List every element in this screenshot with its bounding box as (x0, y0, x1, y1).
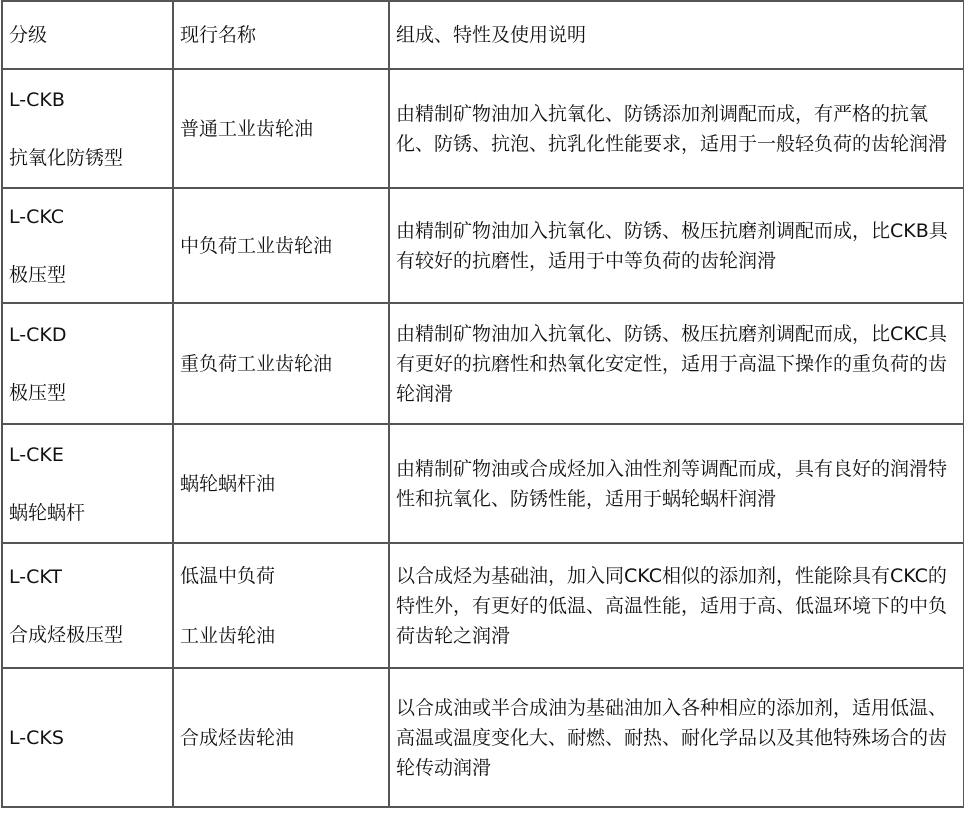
table-header-row (2, 1, 964, 69)
name-cell: 合成烃齿轮油 (173, 668, 389, 807)
desc-cell: 由精制矿物油加入抗氧化、防锈、极压抗磨剂调配而成，比CKB具有较好的抗磨性，适用于中等负荷的齿轮润滑 (389, 188, 964, 303)
name-cell: 普通工业齿轮油 (173, 69, 389, 188)
grade-code: L-CKS (9, 726, 64, 749)
name-cell (173, 543, 389, 668)
gear-oil-table (1, 0, 964, 808)
table-row (2, 188, 964, 303)
name-cell: 重负荷工业齿轮油 (173, 303, 389, 424)
grade-type: 蜗轮蜗杆 (9, 501, 86, 524)
name-cell: 中负荷工业齿轮油 (173, 188, 389, 303)
grade-cell (2, 188, 173, 303)
grade-type: 极压型 (9, 263, 67, 286)
grade-code: L-CKE (9, 443, 64, 466)
grade-code: L-CKB (9, 88, 65, 111)
grade-cell (2, 303, 173, 424)
grade-type: 合成烃极压型 (9, 623, 124, 646)
header-name: 现行名称 (173, 1, 389, 69)
desc-cell: 由精制矿物油加入抗氧化、防锈、极压抗磨剂调配而成，比CKC具有更好的抗磨性和热氧化安定性，适用于高温下操作的重负荷的齿轮润滑 (389, 303, 964, 424)
table-row (2, 668, 964, 807)
grade-code: L-CKT (9, 565, 62, 588)
grade-cell (2, 543, 173, 668)
name-line-2: 工业齿轮油 (180, 624, 276, 647)
grade-type: 抗氧化防锈型 (9, 146, 124, 169)
table-row (2, 69, 964, 188)
table-row (2, 424, 964, 543)
desc-cell: 以合成油或半合成油为基础油加入各种相应的添加剂，适用低温、高温或温度变化大、耐燃、耐热、耐化学品以及其他特殊场合的齿轮传动润滑 (389, 668, 964, 807)
header-grade: 分级 (2, 1, 173, 69)
header-desc: 组成、特性及使用说明 (389, 1, 964, 69)
grade-cell (2, 424, 173, 543)
grade-cell (2, 69, 173, 188)
desc-cell: 以合成烃为基础油，加入同CKC相似的添加剂，性能除具有CKC的特性外，有更好的低温、高温性能，适用于高、低温环境下的中负荷齿轮之润滑 (389, 543, 964, 668)
name-cell: 蜗轮蜗杆油 (173, 424, 389, 543)
table-row (2, 303, 964, 424)
grade-code: L-CKD (9, 323, 67, 346)
grade-cell (2, 668, 173, 807)
desc-cell: 由精制矿物油或合成烃加入油性剂等调配而成，具有良好的润滑特性和抗氧化、防锈性能，适用于蜗轮蜗杆润滑 (389, 424, 964, 543)
desc-cell: 由精制矿物油加入抗氧化、防锈添加剂调配而成，有严格的抗氧化、防锈、抗泡、抗乳化性能要求，适用于一般轻负荷的齿轮润滑 (389, 69, 964, 188)
name-line-1: 低温中负荷 (180, 564, 276, 587)
table-row (2, 543, 964, 668)
grade-code: L-CKC (9, 205, 65, 228)
grade-type: 极压型 (9, 381, 67, 404)
